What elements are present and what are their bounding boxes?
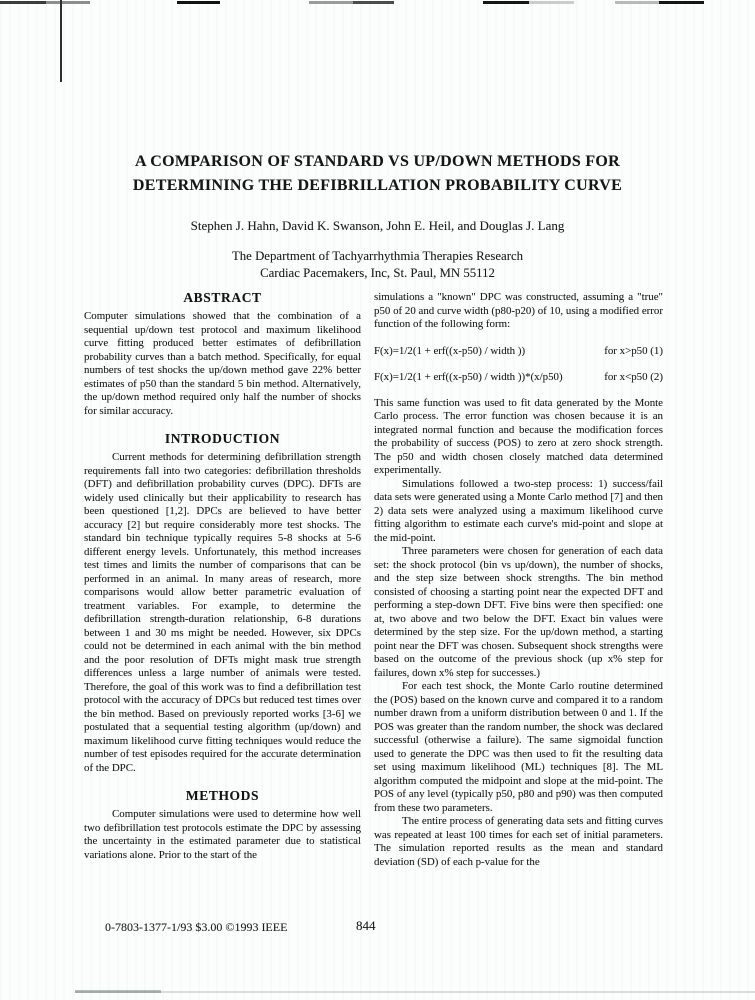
paper-title-line1: A COMPARISON OF STANDARD VS UP/DOWN METHODS FOR [134, 153, 621, 170]
scan-artifact-top-2 [177, 1, 220, 4]
paper-affiliation [0, 248, 755, 282]
paper-title-line2: DETERMINING THE DEFIBRILLATION PROBABILITY CURVE [132, 177, 623, 194]
equation-1-expression: F(x)=1/2(1 + erf((x-p50) / width )) [374, 344, 526, 357]
scan-artifact-top-1b [46, 1, 90, 4]
right-column [374, 291, 663, 869]
scan-artifact-top-5b [659, 1, 704, 4]
paper-title [0, 150, 755, 198]
introduction-paragraph: Current methods for determining defibrillation strength requirements fall into two categories: defibrillation thresholds (DFT) and defibrillation probability curves (DPC). DFTs are widely used clinically but their applicability to research has been questioned [1,2]. DPCs are believed to have better accuracy [2] but require considerably more test shocks. The standard bin technique typically requires 5-8 shocks at 5-6 different energy levels. Unfortunately, this method increases test times and limits the number of comparisons that can be performed in an animal. In many areas of research, more comparisons would allow better parametric evaluation of treatment variables. For example, to determine the defibrillation strength-duration relationship, 6-8 durations between 1 and 30 ms might be needed. However, six DPCs could not be determined in each animal with the bin method and the poor resolution of DFTs might mask true strength differences unless a large number of animals were tested. Therefore, the goal of this work was to find a defibrillation test protocol with the accuracy of DPCs but reduced test times over the bin method. Based on previously reported works [3-6] we postulated that a sequential testing algorithm (up/down) and maximum likelihood curve fitting techniques would reduce the number of test episodes required for the accurate determination of the DPC. [84, 451, 361, 774]
methods-heading: METHODS [185, 788, 260, 803]
right-paragraph-3: Simulations followed a two-step process: 1) success/fail data sets were generated using a Monte Carlo method [7] and then 2) data sets were analyzed using a maximum likelihood curve fitting algorithm to estimate each curve's mid-point and slope at the mid-point. [374, 477, 663, 544]
right-paragraph-2: This same function was used to fit data generated by the Monte Carlo process. The error function was chosen because it is an integrated normal function and because the modification forces the probability of success (POS) to zero at zero shock strength. The p50 and width chosen closely matched data determined experimentally. [374, 396, 663, 476]
introduction-heading: INTRODUCTION [164, 431, 281, 446]
right-paragraph-5: For each test shock, the Monte Carlo routine determined the (POS) based on the known curve and compared it to a random number drawn from a uniform distribution between 0 and 1. If the POS was greater than the random number, the shock was declared successful (otherwise a failure). The same sigmoidal function used to generate the DPC was then used to fit the resulting data set using maximum likelihood (ML) techniques [8]. The ML algorithm computed the midpoint and slope at the mid-point. The POS of any level (typically p50, p80 and p90) was then computed from these two parameters. [374, 680, 663, 814]
abstract-paragraph: Computer simulations showed that the combination of a sequential up/down test protocol and maximum likelihood curve fitting produced better estimates of defibrillation probability curves than a batch method. Specifically, for equal numbers of test shocks the up/down method gave 22% better estimates of p50 than the standard 5 bin method. Alternatively, the up/down method required only half the number of shocks for similar accuracy. [84, 310, 361, 417]
scan-artifact-top-4a [483, 1, 529, 4]
equation-2 [374, 371, 663, 385]
scan-artifact-bottom-line [75, 991, 755, 993]
abstract-heading: ABSTRACT [183, 290, 262, 305]
scan-artifact-top-3b [353, 1, 394, 4]
right-paragraph-4: Three parameters were chosen for generation of each data set: the shock protocol (bin vs up/down), the number of shocks, and the step size between shock strengths. The bin method consisted of choosing a starting point near the expected DFT and performing a step-down DFT. Five bins were then specified: one at, two above and two below the DFT. Exact bin values were determined by the step size. For the up/down method, a starting point near the DFT was chosen. Subsequent shock strengths were based on the outcome of the previous shock (up x% step for failures, down x% step for successes.) [374, 545, 663, 679]
right-paragraph-6: The entire process of generating data sets and fitting curves was repeated at least 100 times for each set of initial parameters. The simulation reported results as the mean and standard deviation (SD) of each p-value for the [374, 815, 663, 868]
equation-2-expression: F(x)=1/2(1 + erf((x-p50) / width ))*(x/p50) [374, 371, 563, 383]
methods-paragraph: Computer simulations were used to determine how well two defibrillation test protocols estimate the DPC by assessing the uncertainty in the estimated parameter due to statistical variations alone. Prior to the start of the [84, 808, 361, 861]
copyright-notice: 0-7803-1377-1/93 $3.00 ©1993 IEEE [105, 920, 288, 934]
scan-artifact-top-5a [615, 1, 659, 4]
scan-artifact-bottom-dark [75, 990, 161, 993]
left-column [84, 290, 361, 862]
scan-artifact-top-1a [0, 1, 46, 4]
equation-1 [374, 345, 663, 359]
equation-2-condition: for x<p50 (2) [604, 371, 663, 383]
affiliation-line2: Cardiac Pacemakers, Inc, St. Paul, MN 55112 [260, 266, 495, 280]
right-paragraph-1: simulations a "known" DPC was constructed, assuming a "true" p50 of 20 and curve width (p80-p20) of 10, using a modified error function of the following form: [374, 291, 663, 330]
paper-header [0, 150, 755, 282]
paper-authors: Stephen J. Hahn, David K. Swanson, John E. Heil, and Douglas J. Lang [190, 218, 565, 233]
scan-artifact-top-3a [309, 1, 353, 4]
scan-artifact-top-4b [529, 1, 574, 4]
scan-artifact-left-edge [60, 0, 62, 82]
equation-1-condition: for x>p50 (1) [604, 344, 663, 357]
affiliation-line1: The Department of Tachyarrhythmia Therapies Research [231, 249, 524, 263]
page-number: 844 [356, 918, 376, 933]
